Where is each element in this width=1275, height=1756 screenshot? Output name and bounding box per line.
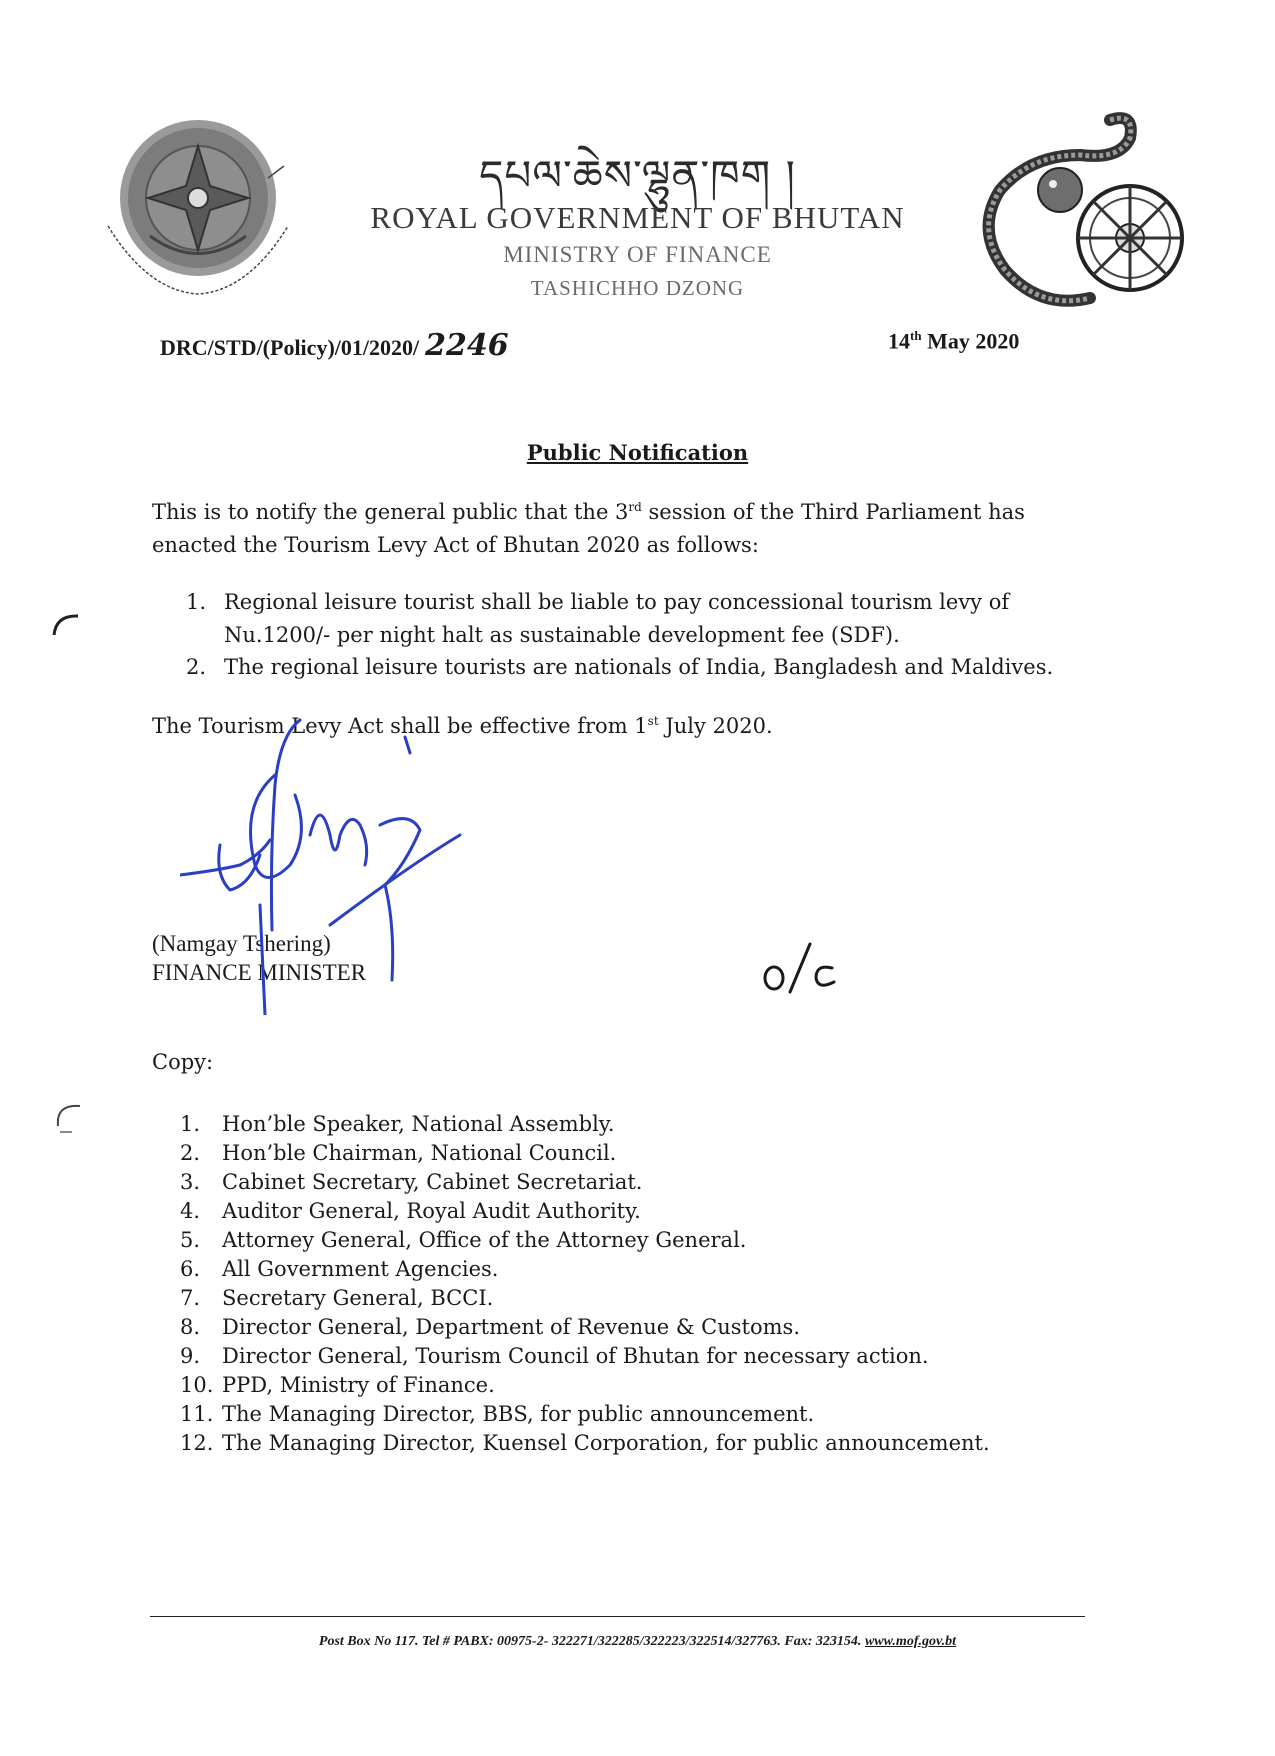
- list-item-text: Hon’ble Chairman, National Council.: [222, 1140, 617, 1165]
- list-item-text: All Government Agencies.: [222, 1256, 499, 1281]
- list-item-text: Hon’ble Speaker, National Assembly.: [222, 1112, 615, 1136]
- list-item-number: 3.: [180, 1169, 201, 1194]
- list-item-text: Director General, Tourism Council of Bhutan for necessary action.: [222, 1343, 929, 1368]
- handwritten-note-oc-icon: [760, 940, 850, 1000]
- effective-sup: st: [647, 714, 659, 728]
- list-item-text: The Managing Director, Kuensel Corporation, for public announcement.: [222, 1430, 990, 1455]
- list-item: [180, 1255, 1080, 1284]
- dragon-dharma-wheel-emblem-icon: [960, 110, 1190, 315]
- date-day: 14: [888, 328, 910, 354]
- intro-text-2: session of the Third Parliament has enacted the Tourism Levy Act of Bhutan 2020 as follows:: [152, 500, 1025, 557]
- footer-text: Post Box No 117. Tel # PABX: 00975-2- 322271/322285/322223/322514/327763. Fax: 323154.: [318, 1634, 865, 1649]
- intro-paragraph: [152, 496, 1062, 561]
- reference-number: [160, 328, 509, 363]
- list-item: [180, 1139, 1080, 1168]
- document-date: [888, 328, 1019, 354]
- signatory-title: FINANCE MINISTER: [152, 959, 367, 985]
- list-item: [180, 1313, 1080, 1342]
- page-title: Public Notification: [526, 440, 749, 465]
- footer-website-link[interactable]: www.mof.gov.bt: [864, 1634, 957, 1649]
- list-item-text: The regional leisure tourists are nationals of India, Bangladesh and Maldives.: [224, 655, 1054, 680]
- list-item: [180, 1110, 1080, 1139]
- list-item-text: Director General, Department of Revenue & Customs.: [222, 1314, 801, 1339]
- list-item-number: 10.: [180, 1372, 214, 1397]
- list-item-number: 4.: [180, 1198, 201, 1223]
- footer-divider: [150, 1616, 1085, 1617]
- punch-hole-mark-icon: [48, 610, 88, 640]
- list-item-number: 2.: [180, 1140, 201, 1165]
- punch-hole-mark-icon: [50, 1098, 90, 1138]
- list-item: [186, 586, 1086, 651]
- list-item-text: Attorney General, Office of the Attorney General.: [222, 1227, 747, 1252]
- government-heading: ROYAL GOVERNMENT OF BHUTAN: [370, 200, 905, 235]
- list-item: [180, 1197, 1080, 1226]
- copy-recipients-list: [180, 1110, 1080, 1458]
- act-points-list: [186, 586, 1086, 684]
- signatory-name: (Namgay Tshering): [152, 931, 331, 956]
- list-item-number: 1.: [186, 590, 207, 614]
- list-item: [180, 1342, 1080, 1371]
- location-heading: TASHICHHO DZONG: [530, 276, 745, 300]
- list-item-number: 2.: [186, 655, 207, 680]
- footer-contact: [0, 1634, 1275, 1650]
- list-item: [180, 1429, 1080, 1458]
- effective-text-2: July 2020.: [658, 714, 773, 738]
- list-item: [180, 1371, 1080, 1400]
- handwritten-reference-number: 2246: [425, 328, 509, 363]
- date-suffix: th: [910, 328, 922, 343]
- list-item-text: PPD, Ministry of Finance.: [222, 1372, 495, 1397]
- list-item: [186, 651, 1086, 684]
- list-item-number: 9.: [180, 1343, 201, 1368]
- effective-text-1: The Tourism Levy Act shall be effective from 1: [152, 714, 648, 738]
- list-item-number: 5.: [180, 1227, 201, 1252]
- intro-text-1: This is to notify the general public that the 3: [152, 500, 629, 524]
- list-item-text: Secretary General, BCCI.: [222, 1285, 494, 1310]
- list-item-number: 6.: [180, 1256, 201, 1281]
- date-rest: May 2020: [921, 328, 1020, 354]
- intro-sup: rd: [628, 500, 642, 514]
- reference-code: DRC/STD/(Policy)/01/2020/: [160, 335, 420, 360]
- list-item: [180, 1284, 1080, 1313]
- dzongkha-heading: དཔལ་ཆེས་ལྷུན་ཁག །: [479, 151, 796, 200]
- list-item-number: 7.: [180, 1285, 201, 1310]
- list-item-number: 1.: [180, 1112, 201, 1136]
- handwritten-signature-icon: [180, 715, 520, 1015]
- list-item-number: 11.: [180, 1401, 214, 1426]
- list-item-text: Regional leisure tourist shall be liable to pay concessional tourism levy of Nu.1200/- per night halt as sustainable development fee (SDF).: [224, 590, 1010, 647]
- list-item-number: 8.: [180, 1314, 201, 1339]
- copy-label: Copy:: [152, 1050, 214, 1074]
- list-item-text: Auditor General, Royal Audit Authority.: [222, 1198, 641, 1223]
- list-item-text: The Managing Director, BBS, for public announcement.: [222, 1401, 815, 1426]
- list-item: [180, 1168, 1080, 1197]
- list-item: [180, 1400, 1080, 1429]
- list-item: [180, 1226, 1080, 1255]
- list-item-text: Cabinet Secretary, Cabinet Secretariat.: [222, 1169, 643, 1194]
- list-item-number: 12.: [180, 1430, 214, 1455]
- ministry-heading: MINISTRY OF FINANCE: [503, 242, 772, 267]
